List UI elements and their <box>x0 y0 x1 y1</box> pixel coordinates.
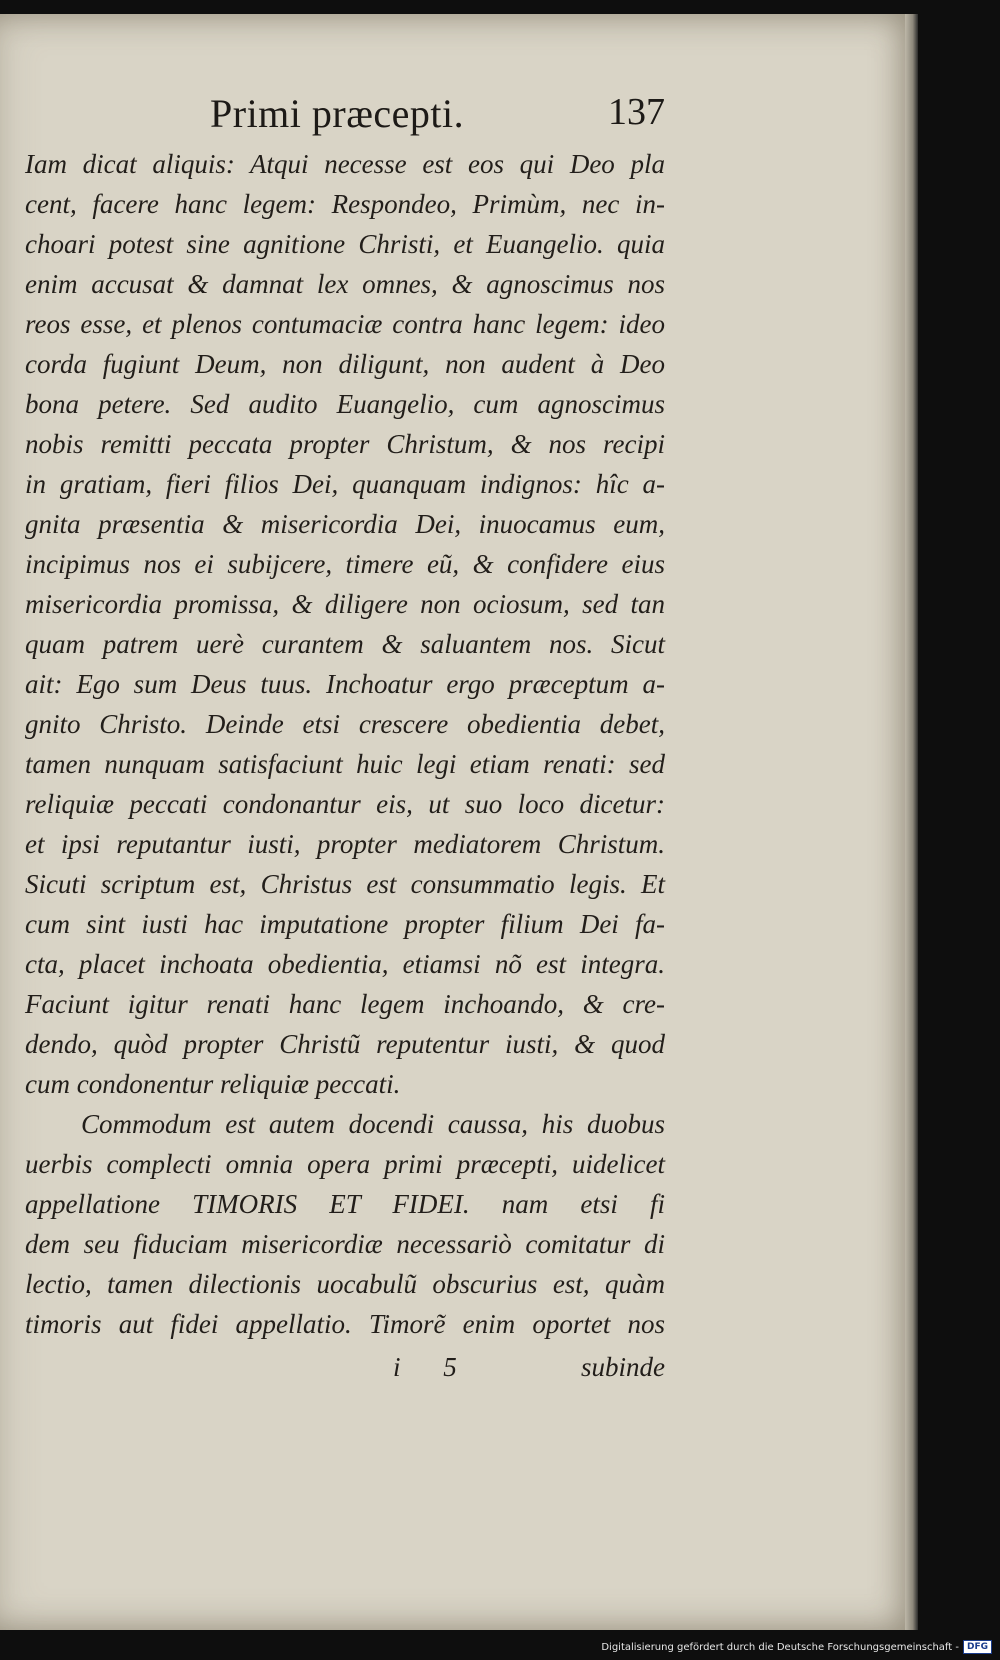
text-line: tamen nunquam satisfaciunt huic legi etiam renati: sed <box>25 749 665 779</box>
text-line: cta, placet inchoata obedientia, etiamsi nõ est integra. <box>25 949 665 979</box>
text-line: dendo, quòd propter Christũ reputentur iusti, & quod <box>25 1029 665 1059</box>
text-line: reliquiæ peccati condonantur eis, ut suo loco dicetur: <box>25 789 665 819</box>
text-line: dem seu fiduciam misericordiæ necessariò comitatur di <box>25 1229 665 1259</box>
text-line: gnita præsentia & misericordia Dei, inuocamus eum, <box>25 509 665 539</box>
text-line: Faciunt igitur renati hanc legem inchoando, & cre- <box>25 989 665 1019</box>
text-line: Iam dicat aliquis: Atqui necesse est eos qui Deo pla <box>25 149 665 179</box>
text-line: et ipsi reputantur iusti, propter mediatorem Christum. <box>25 829 665 859</box>
text-line: incipimus nos ei subijcere, timere eũ, & confidere eius <box>25 549 665 579</box>
text-line: in gratiam, fieri filios Dei, quanquam indignos: hîc a- <box>25 469 665 499</box>
text-line: timoris aut fidei appellatio. Timorẽ enim oportet nos <box>25 1309 665 1339</box>
text-line: lectio, tamen dilectionis uocabulũ obscurius est, quàm <box>25 1269 665 1299</box>
text-line: uerbis complecti omnia opera primi præcepti, uidelicet <box>25 1149 665 1179</box>
text-line: Sicuti scriptum est, Christus est consummatio legis. Et <box>25 869 665 899</box>
text-line: nobis remitti peccata propter Christum, & nos recipi <box>25 429 665 459</box>
page-footer <box>25 1352 665 1392</box>
text-line: gnito Christo. Deinde etsi crescere obedientia debet, <box>25 709 665 739</box>
text-line: choari potest sine agnitione Christi, et Euangelio. quia <box>25 229 665 259</box>
dfg-logo: DFG <box>963 1640 992 1654</box>
text-line: cent, facere hanc legem: Respondeo, Primùm, nec in- <box>25 189 665 219</box>
page-header <box>210 90 665 140</box>
text-line: appellatione TIMORIS ET FIDEI. nam etsi fi <box>25 1189 665 1219</box>
digitization-credit <box>601 1638 992 1656</box>
credit-text: Digitalisierung gefördert durch die Deutsche Forschungsgemeinschaft - <box>601 1641 959 1653</box>
signature-mark: i 5 <box>393 1352 475 1382</box>
catchword: subinde <box>581 1352 665 1382</box>
text-line: cum sint iusti hac imputatione propter filium Dei fa- <box>25 909 665 939</box>
page-number: 137 <box>608 91 665 133</box>
text-line: misericordia promissa, & diligere non ociosum, sed tan <box>25 589 665 619</box>
text-line: enim accusat & damnat lex omnes, & agnoscimus nos <box>25 269 665 299</box>
text-line: bona petere. Sed audito Euangelio, cum agnoscimus <box>25 389 665 419</box>
text-line: cum condonentur reliquiæ peccati. <box>25 1069 401 1099</box>
text-line: reos esse, et plenos contumaciæ contra hanc legem: ideo <box>25 309 665 339</box>
body-text <box>25 144 665 1344</box>
text-line: quam patrem uerè curantem & saluantem nos. Sicut <box>25 629 665 659</box>
text-line: corda fugiunt Deum, non diligunt, non audent à Deo <box>25 349 665 379</box>
paragraph-start-line: Commodum est autem docendi caussa, his duobus <box>81 1109 665 1139</box>
page-edge <box>905 14 918 1630</box>
running-title: Primi præcepti. <box>210 91 465 136</box>
text-line: ait: Ego sum Deus tuus. Inchoatur ergo præceptum a- <box>25 669 665 699</box>
